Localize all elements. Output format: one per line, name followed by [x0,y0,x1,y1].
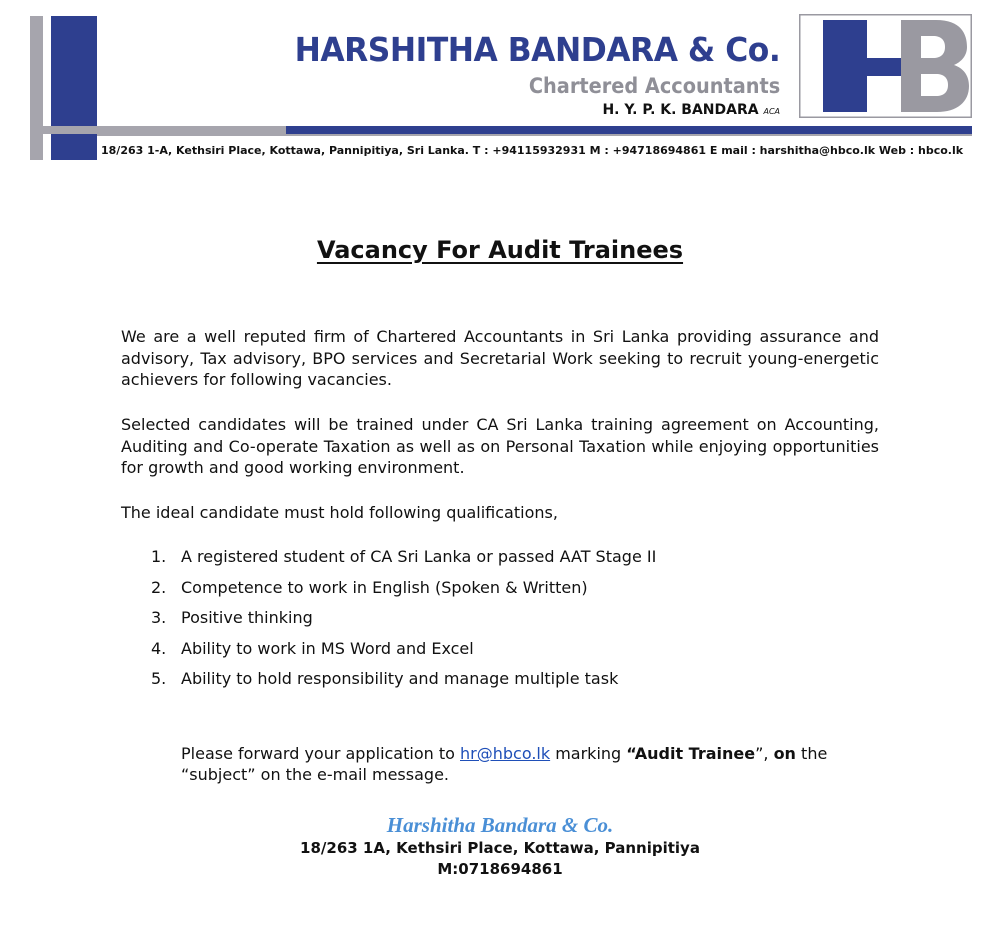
list-item-text: A registered student of CA Sri Lanka or passed AAT Stage II [181,547,657,566]
list-item-number: 1. [151,547,167,566]
list-item-text: Ability to hold responsibility and manage multiple task [181,669,619,688]
list-item [151,577,656,608]
footer-address: 18/263 1A, Kethsiri Place, Kottawa, Pannipitiya [300,839,700,857]
header-bar-left-navy [51,16,97,160]
apply-marking: “Audit Trainee [626,744,756,763]
header-bar-horizontal-grey [43,126,286,134]
page-title: Vacancy For Audit Trainees [316,236,684,264]
application-instructions [181,743,881,785]
requirements-list [151,546,656,699]
list-item-number: 2. [151,577,167,597]
hb-logo [799,14,972,118]
firm-subtitle: Chartered Accountants [528,74,780,98]
apply-middle: marking [550,744,627,763]
list-item [151,638,656,669]
footer-mobile: M:0718694861 [437,860,563,878]
hb-logo-graphic [799,14,972,118]
list-item-number: 3. [151,608,167,627]
header-bar-lower-grey [97,134,972,136]
apply-suffix: the “subject” on the e-mail message. [181,744,828,784]
partner-qualification: ACA [763,107,780,116]
email-link[interactable]: hr@hbco.lk [460,744,551,763]
training-paragraph: Selected candidates will be trained under CA Sri Lanka training agreement on Accounting, Auditing and Co-operate Taxation as well as on Personal Taxation while enjoying opportunities for growth and good working environment. [121,415,879,477]
partner-name: H. Y. P. K. BANDARA [602,102,759,118]
apply-after-marking: ”, [755,744,774,763]
list-item-text: Ability to work in MS Word and Excel [181,638,474,658]
list-item-text: Competence to work in English (Spoken & Written) [181,577,588,597]
list-item [151,668,656,699]
partner-name-line [602,102,780,118]
header-bar-horizontal-navy [286,126,972,134]
list-item [151,546,656,577]
qualifications-heading: The ideal candidate must hold following qualifications, [121,503,558,522]
firm-name: HARSHITHA BANDARA & Co. [294,30,780,69]
apply-on: on [773,744,796,763]
list-item [151,607,656,638]
intro-paragraph: We are a well reputed firm of Chartered Accountants in Sri Lanka providing assurance and advisory, Tax advisory, BPO services and Secretarial Work seeking to recruit young-energetic achievers for following vacancies. [121,327,879,389]
contact-line: 18/263 1-A, Kethsiri Place, Kottawa, Pannipitiya, Sri Lanka. T : +94115932931 M : +94718694861 E mail : harshitha@hbco.lk Web : hbco.lk [101,144,964,157]
apply-prefix: Please forward your application to [181,744,460,763]
list-item-number: 5. [151,669,167,688]
header-bar-left-grey [30,16,43,160]
footer-firm-name: Harshitha Bandara & Co. [386,813,614,837]
list-item-text: Positive thinking [181,608,313,627]
list-item-number: 4. [151,638,167,658]
